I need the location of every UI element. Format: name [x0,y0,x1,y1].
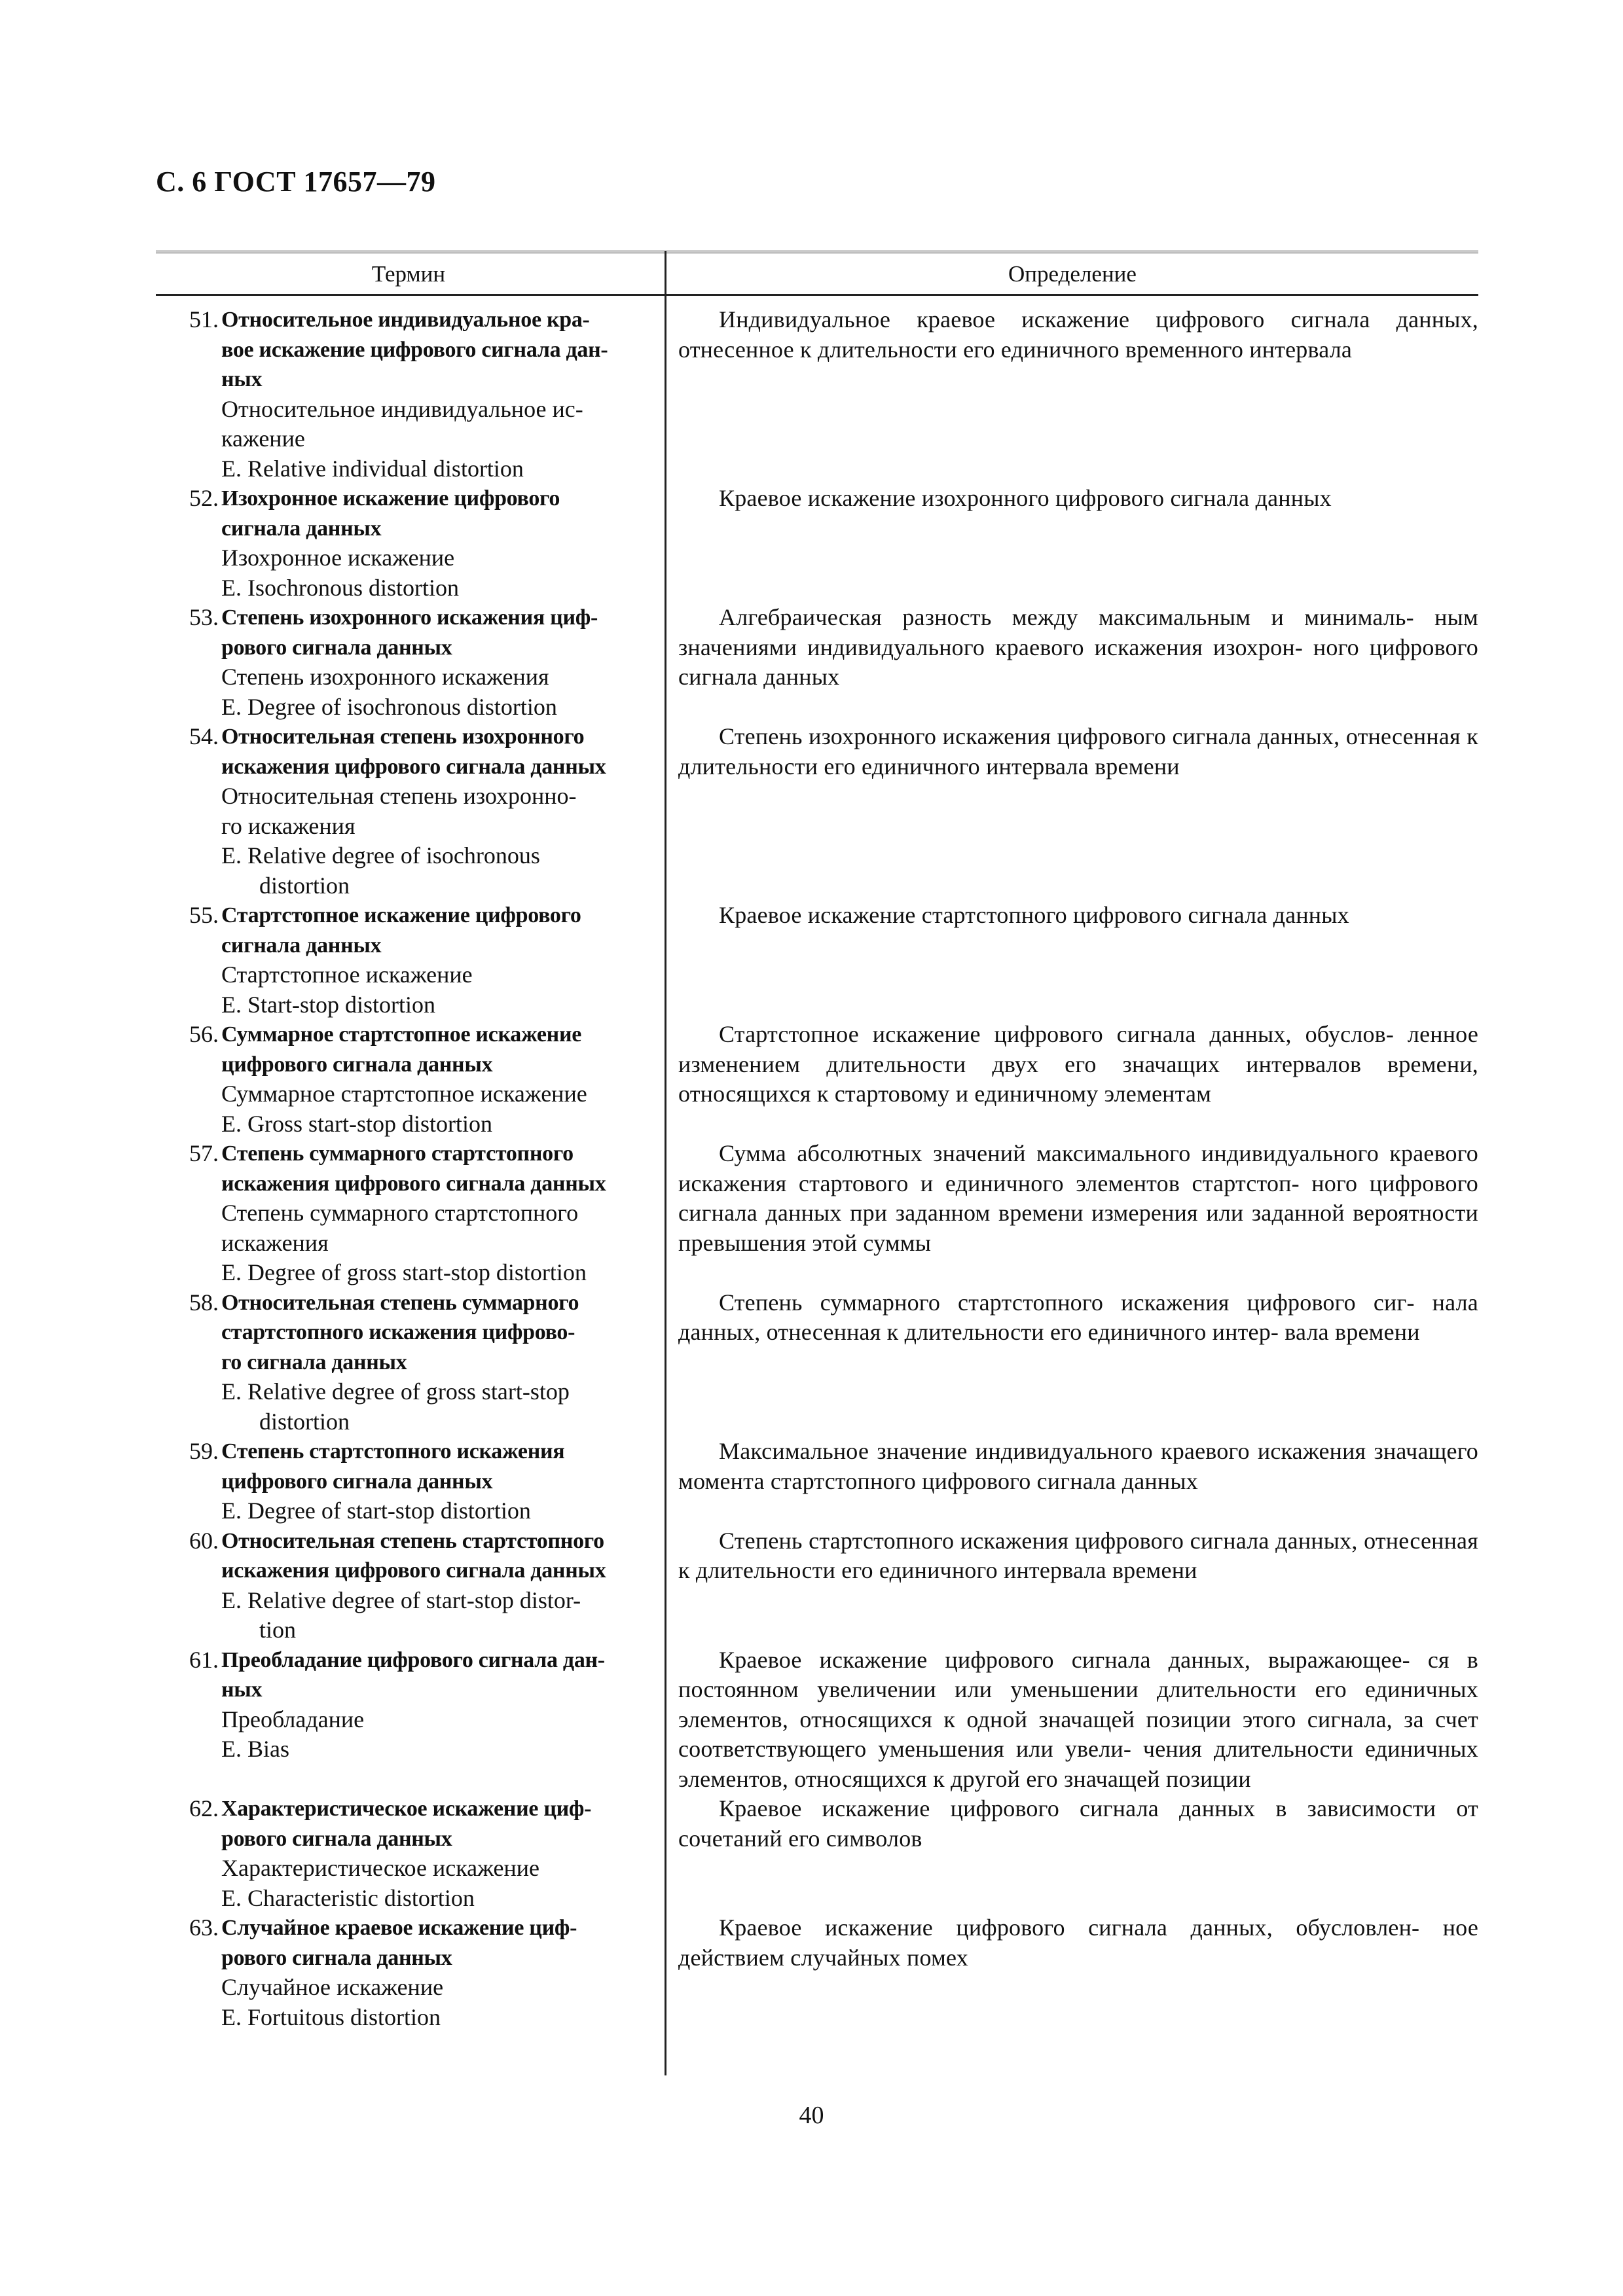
term-synonym-line: Степень изохронного искажения [221,664,549,690]
term-cell [156,1437,661,1526]
term-english [221,454,660,484]
term-synonym-line: кажение [221,425,305,452]
definition-cell: Стартстопное искажение цифрового сигнала данных, обуслов- ленное изменением длительности двух его значащих интервалов времени, относящихся к стартовому и единичному элементам [678,1021,1478,1107]
term-synonym-line: Изохронное искажение [221,545,455,571]
term-cell [156,1020,661,1139]
term-english-line: E. Fortuitous distortion [221,2003,441,2030]
table-row [156,1526,1478,1645]
term-body [221,1139,660,1288]
term-synonym-line: Суммарное стартстопное искажение [221,1081,587,1107]
definition-cell: Алгебраическая разность между максимальным и минималь- ным значениями индивидуального краевого искажения изохрон- ного цифрового сигнала данных [678,604,1478,690]
table-row [156,603,1478,722]
term-english-line: E. Degree of gross start-stop distortion [221,1259,587,1285]
term-title-line: сигнала данных [221,516,382,541]
definition-cell: Степень изохронного искажения цифрового сигнала данных, отнесенная к длительности его единичного интервала времени [678,723,1478,780]
term-cell [156,722,661,901]
term-english-line: E. Bias [221,1736,289,1762]
term-english [221,573,660,603]
term-number: 62. [189,1795,219,1821]
term-body [221,484,660,603]
term-title-line: Изохронное искажение цифрового [221,486,560,511]
term-synonym-line: искажения [221,1229,329,1256]
term-title-line: Стартстопное искажение цифрового [221,903,581,927]
definition-cell: Сумма абсолютных значений максимального индивидуального краевого искажения стартового и единичного элементов стартстоп- ного цифрового сигнала данных при заданном времени измерения или заданной вероятности превышения этой суммы [678,1140,1478,1256]
definition-cell: Степень стартстопного искажения цифрового сигнала данных, отнесенная к длительности его единичного интервала времени [678,1527,1478,1583]
table-row [156,1437,1478,1526]
term-english-line: E. Degree of start-stop distortion [221,1498,531,1524]
term-synonym-line: Стартстопное искажение [221,961,473,988]
term-cell [156,1139,661,1288]
table-row [156,1913,1478,2032]
definition-cell: Индивидуальное краевое искажение цифрового сигнала данных, отнесенное к длительности его единичного временного интервала [678,306,1478,363]
term-body [221,1645,660,1795]
table-row [156,901,1478,1020]
term-title-line: рового сигнала данных [221,635,452,660]
term-title-line: Степень изохронного искажения циф- [221,605,598,630]
term-cell [156,305,661,484]
term-body [221,1526,660,1645]
table-body [156,305,1478,2032]
term-english [221,1377,660,1437]
term-number: 53. [189,604,219,630]
column-header-term: Термин [371,261,446,287]
term-cell [156,1645,661,1795]
term-title-line: Относительная степень суммарного [221,1290,579,1315]
term-synonym-line: Характеристическое искажение [221,1855,540,1881]
term-title-line: Относительная степень изохронного [221,725,585,749]
term-english [221,1884,660,1914]
term-number: 55. [189,902,219,928]
term-number: 60. [189,1527,219,1554]
term-english [221,990,660,1020]
term-english [221,1734,660,1765]
term-body [221,901,660,1020]
page-header: С. 6 ГОСТ 17657—79 [156,166,436,198]
term-title-line: рового сигнала данных [221,1826,452,1851]
definition-cell: Краевое искажение цифрового сигнала данных, обусловлен- ное действием случайных помех [678,1914,1478,1971]
term-title-line: искажения цифрового сигнала данных [221,754,606,779]
term-title-line: цифрового сигнала данных [221,1052,493,1077]
term-title-line: вое искажение цифрового сигнала дан- [221,337,608,362]
term-number: 51. [189,306,219,332]
definition-cell: Краевое искажение цифрового сигнала данных, выражающее- ся в постоянном увеличении или уменьшении длительности его единичных элементов, относящихся к одной значащей позиции этого сигнала, за счет соответствующего уменьшения или увели- чения длительности единичных элементов, относящихся к другой его значащей позиции [678,1646,1478,1792]
term-body [221,1913,660,2032]
table-row [156,722,1478,901]
term-english [221,692,660,723]
term-english-line: E. Relative degree of start-stop distor- [221,1587,581,1613]
term-english [221,1258,660,1288]
term-english [221,841,660,901]
term-title-line: сигнала данных [221,933,382,958]
term-title-line: Степень стартстопного искажения [221,1439,565,1463]
term-english-line: E. Relative degree of isochronous [221,842,540,869]
definition-cell: Степень суммарного стартстопного искажения цифрового сиг- нала данных, отнесенная к длительности его единичного интер- вала времени [678,1289,1478,1345]
term-title-line: ных [221,367,263,391]
term-title-line: искажения цифрового сигнала данных [221,1558,606,1583]
term-english-line: E. Relative individual distortion [221,455,524,482]
term-title-line: Характеристическое искажение циф- [221,1797,592,1821]
term-synonym-line: Преобладание [221,1706,365,1732]
term-body [221,1020,660,1139]
term-body [221,603,660,722]
term-english-line: tion [259,1617,297,1643]
term-title-line: Относительная степень стартстопного [221,1528,604,1553]
term-body [221,305,660,484]
table-row [156,1020,1478,1139]
term-english-line: E. Relative degree of gross start-stop [221,1378,570,1405]
term-english-line: E. Start-stop distortion [221,991,435,1018]
definition-cell: Краевое искажение изохронного цифрового сигнала данных [719,485,1332,511]
term-number: 56. [189,1021,219,1047]
term-title-line: цифрового сигнала данных [221,1469,493,1494]
term-english [221,1586,660,1645]
term-cell [156,484,661,603]
term-cell [156,1913,661,2032]
term-english-line: E. Degree of isochronous distortion [221,693,557,720]
term-synonym-line: Относительное индивидуальное ис- [221,395,583,422]
term-english-line: distortion [259,1408,350,1435]
term-number: 59. [189,1438,219,1464]
table-row [156,1288,1478,1437]
definition-cell: Краевое искажение цифрового сигнала данных в зависимости от сочетаний его символов [678,1795,1478,1852]
term-number: 61. [189,1646,219,1673]
term-title-line: стартстопного искажения цифрово- [221,1320,575,1344]
term-synonym-line: Относительная степень изохронно- [221,783,577,809]
term-title-line: Суммарное стартстопное искажение [221,1022,582,1047]
term-synonym-line: Случайное искажение [221,1974,444,2000]
term-english [221,2003,660,2033]
definition-cell: Максимальное значение индивидуального краевого искажения значащего момента стартстопного цифрового сигнала данных [678,1438,1478,1494]
term-number: 58. [189,1289,219,1316]
term-english-line: distortion [259,872,350,899]
page-number: 40 [799,2102,824,2129]
table-row [156,1645,1478,1795]
table-row [156,484,1478,603]
term-body [221,1288,660,1437]
term-number: 63. [189,1914,219,1941]
table-row [156,1139,1478,1288]
term-title-line: го сигнала данных [221,1350,407,1374]
term-title-line: Относительное индивидуальное кра- [221,308,590,332]
term-synonym-line: го искажения [221,812,356,839]
term-number: 57. [189,1140,219,1166]
term-cell [156,1526,661,1645]
term-title-line: искажения цифрового сигнала данных [221,1171,606,1196]
term-english-line: E. Characteristic distortion [221,1884,475,1911]
table-row [156,305,1478,484]
term-title-line: Степень суммарного стартстопного [221,1141,574,1166]
term-english-line: E. Isochronous distortion [221,574,459,601]
definition-cell: Краевое искажение стартстопного цифрового сигнала данных [719,902,1349,928]
term-title-line: рового сигнала данных [221,1945,452,1970]
term-body [221,1437,660,1526]
term-title-line: ных [221,1677,263,1702]
term-cell [156,603,661,722]
term-english [221,1496,660,1526]
term-cell [156,1794,661,1913]
term-cell [156,901,661,1020]
term-title-line: Случайное краевое искажение циф- [221,1916,577,1940]
term-synonym-line: Степень суммарного стартстопного [221,1200,579,1226]
term-english [221,1109,660,1139]
table-row [156,1794,1478,1913]
term-body [221,1794,660,1913]
term-cell [156,1288,661,1437]
term-body [221,722,660,901]
column-header-definition: Определение [1008,261,1137,287]
terms-table [156,251,1478,296]
table-header [156,251,1478,296]
term-number: 54. [189,723,219,749]
term-number: 52. [189,485,219,511]
term-english-line: E. Gross start-stop distortion [221,1110,492,1137]
term-title-line: Преобладание цифрового сигнала дан- [221,1647,605,1672]
